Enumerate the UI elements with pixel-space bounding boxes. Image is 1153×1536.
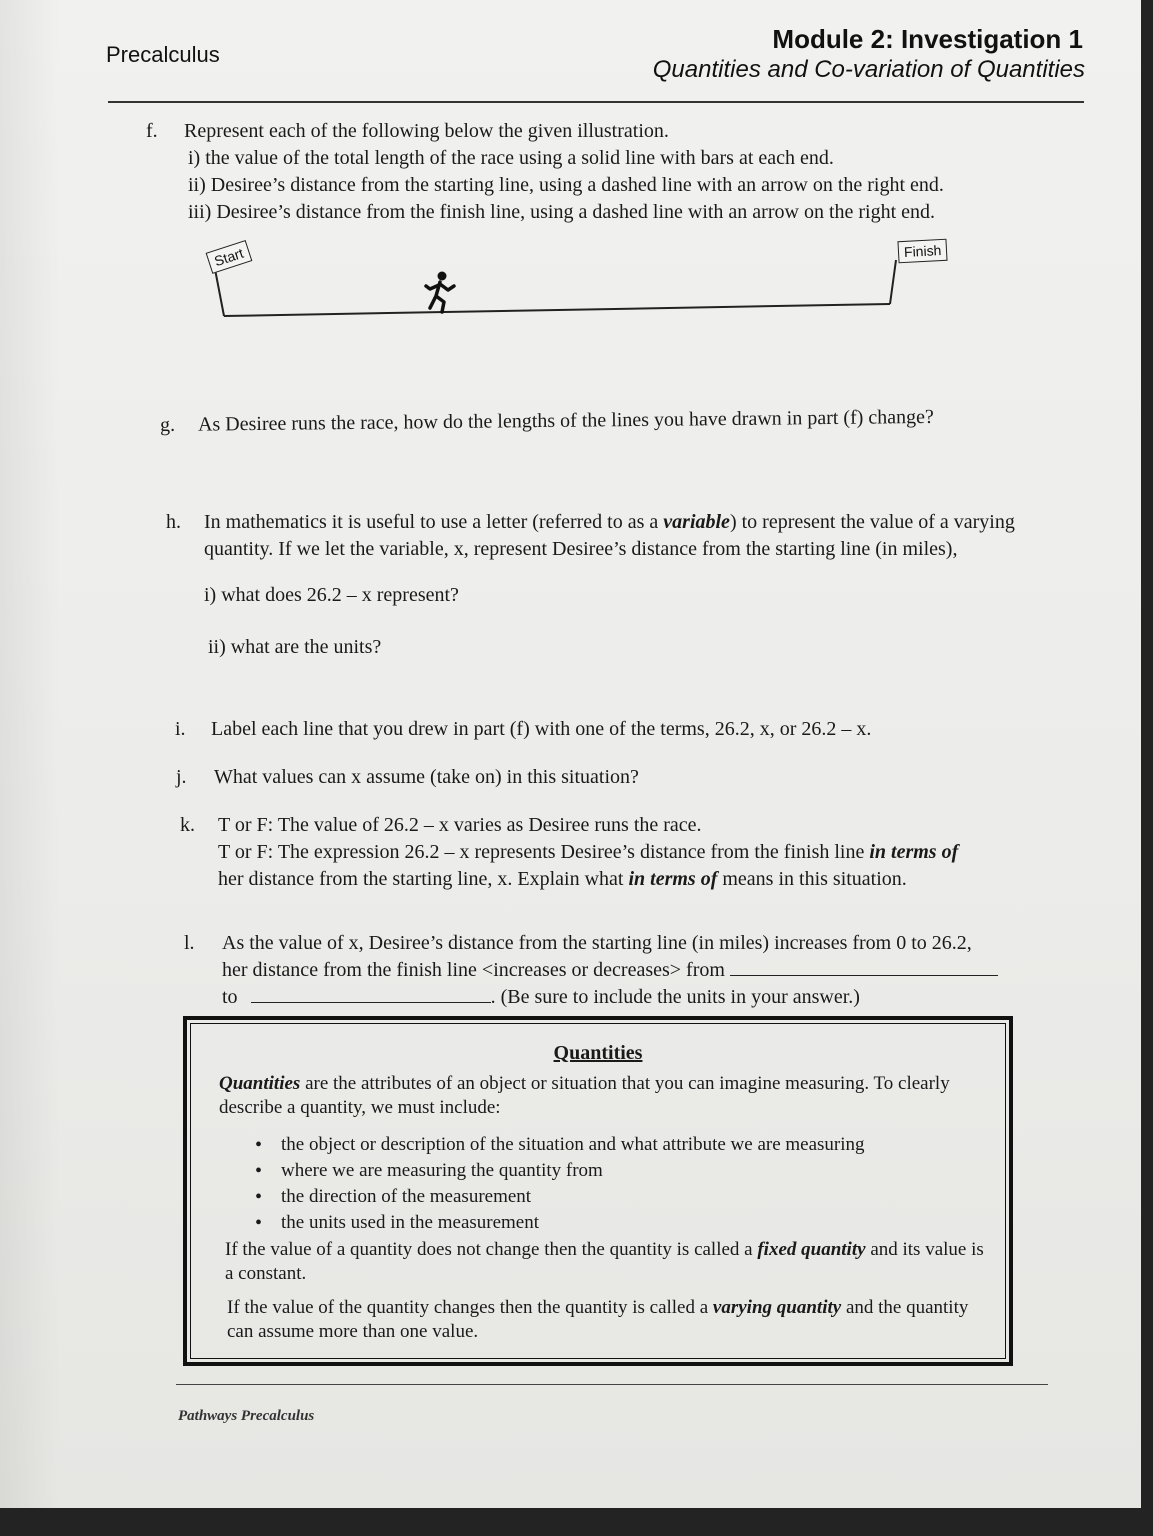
- course-title: Precalculus: [106, 42, 220, 67]
- question-f-label: f.: [146, 120, 158, 142]
- question-h-label: h.: [166, 511, 181, 533]
- list-item: • the direction of the measurement: [255, 1184, 955, 1210]
- question-f-item-3: iii) Desiree’s distance from the finish line, using a dashed line with an arrow on the right end.: [188, 201, 936, 223]
- footer-divider: [176, 1384, 1048, 1385]
- question-h: [166, 509, 1054, 661]
- answer-blank-to[interactable]: [251, 1002, 491, 1003]
- question-k-label: k.: [180, 814, 195, 836]
- finish-pole: [890, 260, 896, 304]
- list-item: • the object or description of the situation and what attribute we are measuring: [255, 1132, 955, 1158]
- question-k: [180, 812, 1068, 893]
- varying-quantity-definition: If the value of the quantity changes then the quantity is called a varying quantity and the quantity can assume more than one value.: [227, 1297, 969, 1342]
- question-j-text: What values can x assume (take on) in this situation?: [214, 766, 639, 788]
- footer-text: Pathways Precalculus: [178, 1408, 315, 1424]
- question-j: [176, 764, 1064, 791]
- question-h-sub-i: i) what does 26.2 – x represent?: [204, 584, 459, 606]
- question-g-label: g.: [159, 413, 176, 437]
- question-g-text: As Desiree runs the race, how do the lengths of the lines you have drawn in part (f) change?: [197, 405, 934, 436]
- question-i-text: Label each line that you drew in part (f) with one of the terms, 26.2, x, or 26.2 – x.: [211, 718, 872, 740]
- question-k-line-2: T or F: The expression 26.2 – x represents Desiree’s distance from the finish line in terms of: [218, 841, 959, 863]
- question-g: [159, 402, 1078, 438]
- question-l-line-2: her distance from the finish line <increases or decreases> from: [222, 957, 1062, 984]
- question-j-label: j.: [176, 766, 187, 788]
- quantities-definition-box: [183, 1016, 1013, 1366]
- header-divider: [108, 101, 1084, 103]
- module-subtitle: Quantities and Co-variation of Quantities: [652, 56, 1085, 83]
- question-l-label: l.: [184, 932, 195, 954]
- quantities-bullet-list: [255, 1132, 955, 1236]
- question-k-line-1: T or F: The value of 26.2 – x varies as Desiree runs the race.: [218, 814, 702, 836]
- question-h-text: In mathematics it is useful to use a letter (referred to as a variable) to represent the value of a varying quantity. If we let the variable, x, represent Desiree’s distance from the starting line (in miles),: [204, 511, 1015, 560]
- list-item: • the units used in the measurement: [255, 1210, 955, 1236]
- question-l-line-1: As the value of x, Desiree’s distance from the starting line (in miles) increases from 0 to 26.2,: [222, 932, 972, 954]
- finish-sign: Finish: [897, 239, 947, 264]
- answer-blank-from[interactable]: [730, 975, 998, 976]
- fixed-quantity-definition: If the value of a quantity does not change then the quantity is called a fixed quantity and its value is a constant.: [225, 1239, 984, 1284]
- question-k-line-3: her distance from the starting line, x. Explain what in terms of means in this situation.: [218, 868, 907, 890]
- quantities-intro: Quantities are the attributes of an object or situation that you can imagine measuring. To clearly describe a quantity, we must include:: [219, 1073, 950, 1118]
- page-shadow: [0, 0, 60, 1508]
- question-f-text: Represent each of the following below the given illustration.: [184, 120, 669, 142]
- question-l-line-3: to . (Be sure to include the units in your answer.): [222, 986, 860, 1008]
- question-f-item-2: ii) Desiree’s distance from the starting line, using a dashed line with an arrow on the right end.: [188, 174, 944, 196]
- race-illustration: [200, 236, 970, 331]
- race-track-drawing: [200, 236, 970, 331]
- question-f-item-1: i) the value of the total length of the race using a solid line with bars at each end.: [188, 147, 834, 169]
- question-l: [184, 930, 1062, 1011]
- list-item: • where we are measuring the quantity from: [255, 1158, 955, 1184]
- question-i-label: i.: [175, 718, 186, 740]
- start-sign: Start: [206, 240, 252, 274]
- question-f: [146, 118, 1084, 226]
- box-title: Quantities: [553, 1042, 643, 1064]
- question-h-sub-ii: ii) what are the units?: [208, 636, 382, 658]
- race-track-line: [224, 304, 890, 316]
- variable-term: variable: [663, 511, 730, 533]
- runner-icon: [426, 272, 454, 313]
- module-title: Module 2: Investigation 1: [772, 24, 1083, 54]
- question-i: [175, 716, 1061, 743]
